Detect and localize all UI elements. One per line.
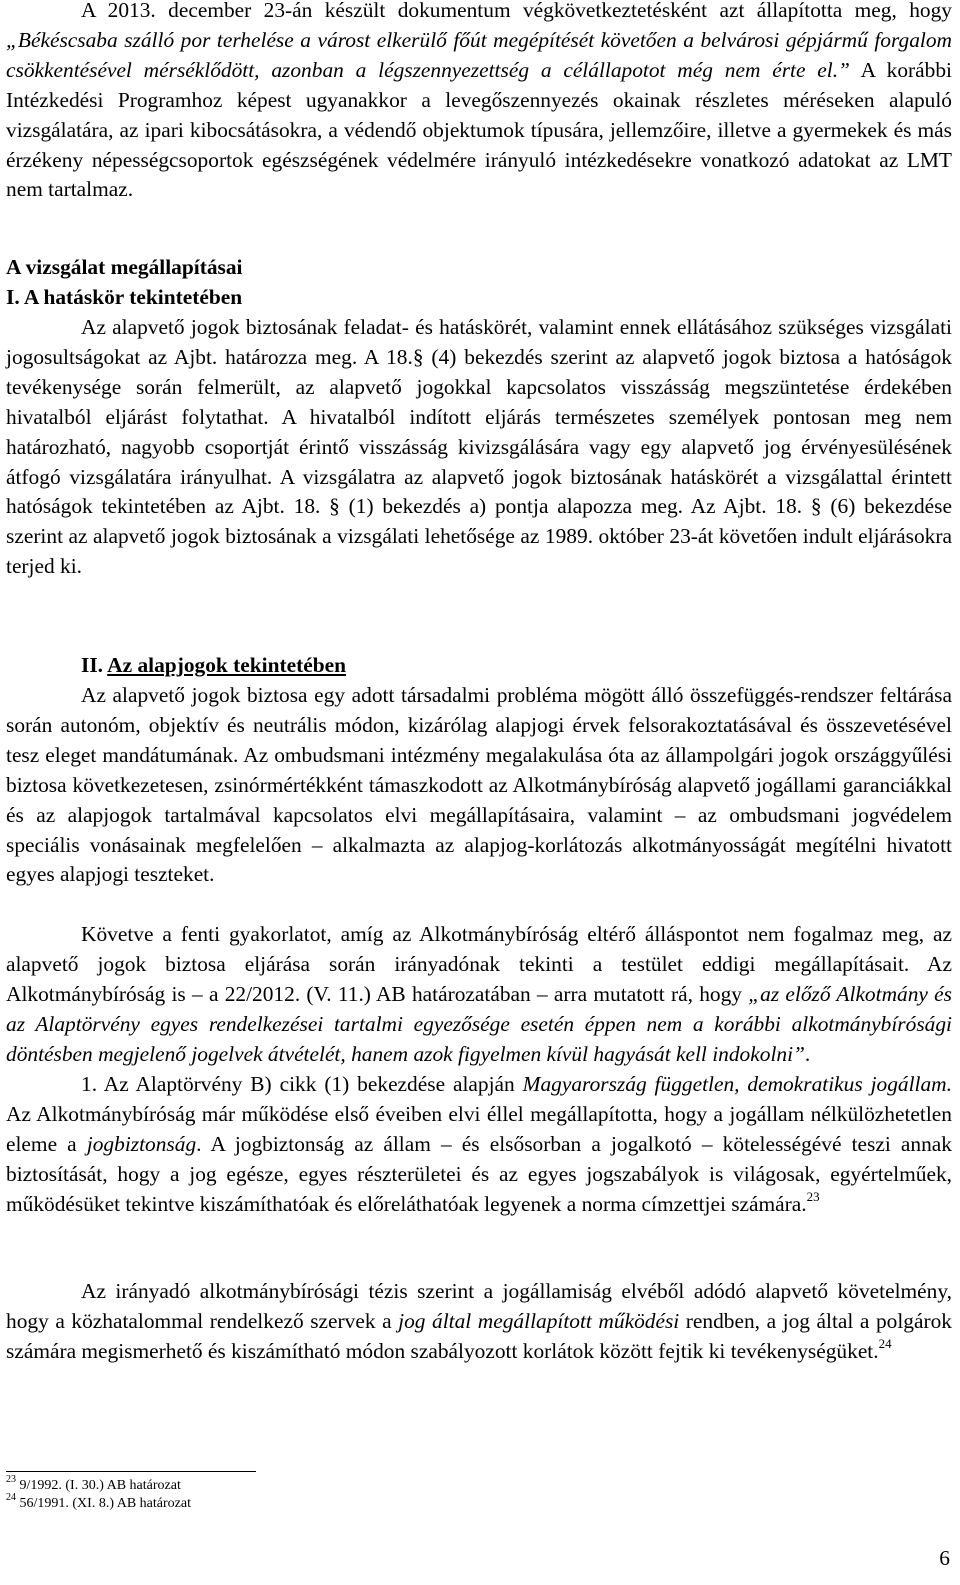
constitutional-court-paragraph [6, 920, 952, 1070]
thesis-italic: jog által megállapított működési [398, 1308, 680, 1333]
legal-certainty-term: jogbiztonság [86, 1131, 197, 1156]
rule-of-law-text-3: . A jogbiztonság az állam – és elsősorban a jogalkotó – kötelességévé teszi annak biztosítását, hogy a jog egésze, egyes részterületei és az egyes jogszabályok is világosak, egyértelműek, működésüket tekintve kiszámíthatóak és előreláthatóak legyenek a norma címzettjei számára. [6, 1131, 952, 1216]
court-period: . [804, 1041, 811, 1066]
findings-heading: A vizsgálat megállapításai [6, 255, 243, 279]
footnote-ref-24: 24 [878, 1335, 892, 1351]
court-text: Követve a fenti gyakorlatot, amíg az Alkotmánybíróság eltérő álláspontot nem fogalmaz meg, az alapvető jogok biztosa eljárása során irányadónak tekinti a testület eddigi megállapításait. Az Alkotmánybíróság is – a 22/2012. (V. 11.) AB határozatában – arra mutatott rá, hogy [6, 922, 952, 1006]
ombudsman-paragraph: Az alapvető jogok biztosa egy adott társadalmi probléma mögött álló összefüggés-rendszer feltárása során autonóm, objektív és neutrális módon, kizárólag alapjogi érvek felsorakoztatásával és összevetésével tesz eleget mandátumának. Az ombudsmani intézmény megalakulása óta az állampolgári jogok országgyűlési biztosa következetesen, zsinórmértékként támaszkodott az Alkotmánybíróság alapvető jogállami garanciákkal és az alapjogok tartalmával kapcsolatos elvi megállapításaira, valamint – az ombudsmani jogvédelem speciális vonásainak megfelelően – alkalmazta az alapjog-korlátozás alkotmányosságát megítélni hivatott egyes alapjogi teszteket. [6, 683, 952, 887]
intro-text-cont: A korábbi Intézkedési Programhoz képest ugyanakkor a levegőszennyezés okainak részletes méréseken alapuló vizsgálatára, az ipari kibocsátásokra, a védendő objektumok típusára, jellemzőire, illetve a gyermekek és más érzékeny népességcsoportok egészségének védelmére irányuló intézkedésekre vonatkozó adatokat az LMT nem tartalmaz. [6, 57, 952, 202]
rule-of-law-quote: Magyarország független, demokratikus jogállam. [522, 1072, 952, 1096]
footnote-24 [6, 1492, 191, 1513]
rule-of-law-paragraph [6, 1070, 952, 1220]
footnote-text: 56/1991. (XI. 8.) AB határozat [19, 1496, 191, 1511]
rule-of-law-text-2: Az Alkotmánybíróság már működése első éveiben elvi éllel megállapította, hogy a jogállam nélkülözhetetlen eleme a [6, 1101, 952, 1156]
footnote-number: 24 [6, 1492, 16, 1504]
intro-text: A 2013. december 23-án készült dokumentum végkövetkeztetésként azt állapította meg, hogy [81, 0, 952, 22]
fundamental-rights-heading [81, 651, 346, 681]
footnote-separator [6, 1471, 256, 1472]
footnote-number: 23 [6, 1474, 16, 1486]
footnote-23 [6, 1474, 181, 1495]
thesis-text-2: rendben, a jog által a polgárok számára megismerhető és kiszámítható módon szabályozott korlátok között fejtik ki tevékenységüket. [6, 1308, 952, 1363]
competence-paragraph: Az alapvető jogok biztosának feladat- és hatáskörét, valamint ennek ellátásához szükséges vizsgálati jogosultságokat az Ajbt. határozza meg. A 18.§ (4) bekezdés szerint az alapvető jogok biztosa a hatóságok tevékenysége során felmerült, az alapvető jogokkal kapcsolatos visszásság megszüntetése érdekében hivatalból eljárást folytathat. A hivatalból indított eljárás természetes személyek pontosan meg nem határozható, nagyobb csoportját érintő visszásság kivizsgálására vagy egy alapvető jog érvényesülésének átfogó vizsgálatára irányulhat. A vizsgálatra az alapvető jogok biztosának hatáskörét a vizsgálattal érintett hatóságok tekintetében az Ajbt. 18. § (1) bekezdés a) pontja alapozza meg. Az Ajbt. 18. § (6) bekezdése szerint az alapvető jogok biztosának a vizsgálati lehetősége az 1989. október 23-át követően indult eljárásokra terjed ki. [6, 315, 952, 579]
court-quote: „az előző Alkotmány és az Alaptörvény egyes rendelkezései tartalmi egyezősége esetén éppen nem a korábbi alkotmánybírósági döntésben megjelenő jogelvek átvételét, hanem azok figyelmen kívül hagyását kell indokolni” [6, 981, 952, 1066]
rule-of-law-text: 1. Az Alaptörvény B) cikk (1) bekezdése alapján [81, 1072, 523, 1096]
thesis-text: Az irányadó alkotmánybírósági tézis szerint a jogállamiság elvéből adódó alapvető követelmény, hogy a közhatalommal rendelkező szervek a [6, 1279, 952, 1333]
intro-paragraph [6, 0, 952, 205]
footnote-text: 9/1992. (I. 30.) AB határozat [19, 1478, 181, 1493]
heading-number: II. [81, 653, 103, 677]
intro-quote: „Békéscsaba szálló por terhelése a várost elkerülő főút megépítését követően a belvárosi gépjármű forgalom csökkentésével mérséklődött, azonban a légszennyezettség a célállapotot még nem érte el.” [6, 27, 952, 82]
footnote-ref-23: 23 [806, 1188, 820, 1204]
heading-text: Az alapjogok tekintetében [107, 653, 347, 677]
page-number: 6 [939, 1546, 950, 1570]
thesis-paragraph [6, 1277, 952, 1367]
competence-heading: I. A hatáskör tekintetében [6, 285, 243, 309]
